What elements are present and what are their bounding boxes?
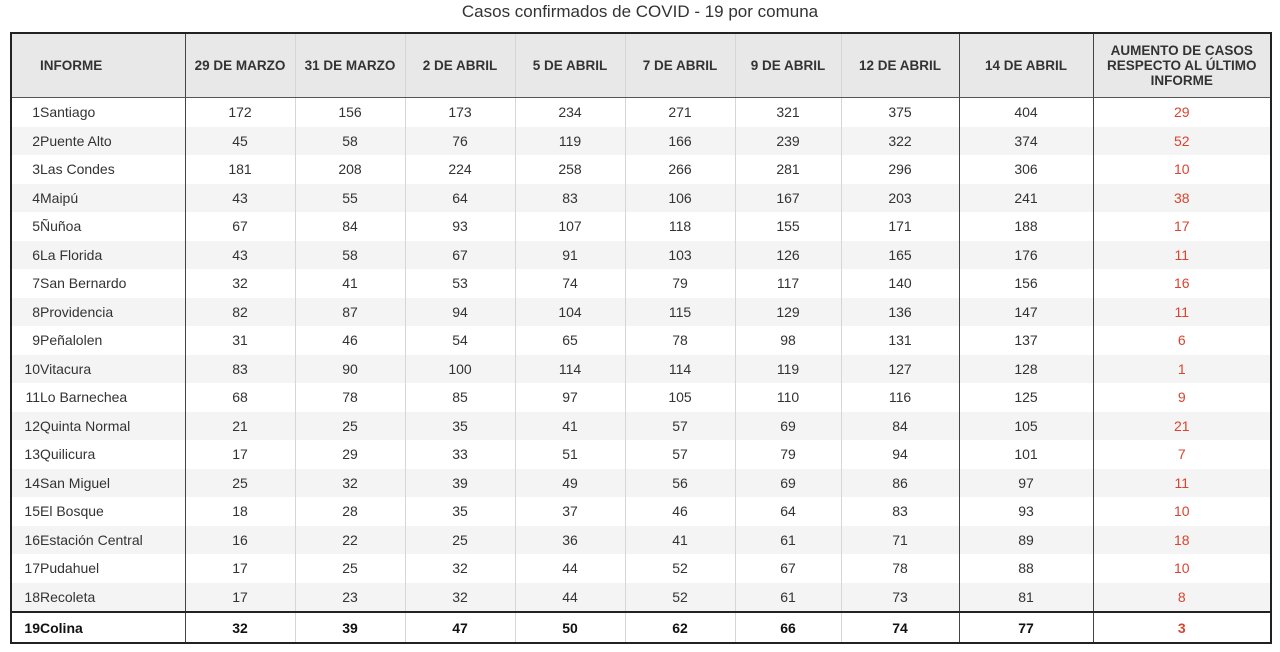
row-value: 129	[735, 298, 841, 327]
row-rank: 13	[11, 440, 40, 469]
row-value: 137	[959, 326, 1093, 355]
row-comuna: Puente Alto	[40, 127, 185, 156]
header-increase: AUMENTO DE CASOS RESPECTO AL ÚLTIMO INFORME	[1093, 33, 1271, 98]
row-value: 83	[841, 497, 959, 526]
row-value: 25	[405, 526, 515, 555]
header-date: 31 DE MARZO	[295, 33, 405, 98]
row-comuna: Santiago	[40, 104, 96, 121]
row-increase: 7	[1093, 440, 1271, 469]
row-increase: 11	[1093, 469, 1271, 498]
row-value: 17	[185, 583, 295, 613]
row-value: 83	[185, 355, 295, 384]
row-increase: 9	[1093, 383, 1271, 412]
row-rank: 19	[11, 612, 40, 643]
row-value: 25	[295, 412, 405, 441]
row-value: 156	[959, 269, 1093, 298]
row-value: 101	[959, 440, 1093, 469]
row-value: 306	[959, 155, 1093, 184]
row-value: 35	[405, 412, 515, 441]
row-comuna: Providencia	[40, 298, 185, 327]
table-row	[11, 98, 1271, 127]
row-value: 125	[959, 383, 1093, 412]
row-value: 375	[841, 98, 959, 127]
row-value: 53	[405, 269, 515, 298]
row-value: 39	[405, 469, 515, 498]
row-value: 64	[735, 497, 841, 526]
row-value: 32	[405, 583, 515, 613]
row-value: 98	[735, 326, 841, 355]
row-value: 74	[515, 269, 625, 298]
row-comuna: Quilicura	[40, 446, 96, 463]
row-rank: 7	[11, 269, 40, 298]
row-value: 46	[625, 497, 735, 526]
row-value: 97	[959, 469, 1093, 498]
row-value: 32	[405, 554, 515, 583]
row-increase: 10	[1093, 155, 1271, 184]
row-value: 155	[735, 212, 841, 241]
row-value: 57	[625, 440, 735, 469]
row-value: 136	[841, 298, 959, 327]
row-value: 110	[735, 383, 841, 412]
row-value: 103	[625, 241, 735, 270]
row-value: 58	[295, 241, 405, 270]
row-value: 65	[515, 326, 625, 355]
row-value: 81	[959, 583, 1093, 613]
row-value: 56	[625, 469, 735, 498]
row-rank: 18	[11, 583, 40, 613]
table-row	[11, 155, 1271, 184]
row-value: 52	[625, 554, 735, 583]
row-rank: 17	[11, 554, 40, 583]
row-value: 266	[625, 155, 735, 184]
table-row	[11, 583, 1271, 613]
row-value: 83	[515, 184, 625, 213]
table-row	[11, 269, 1271, 298]
row-value: 374	[959, 127, 1093, 156]
row-value: 93	[405, 212, 515, 241]
table-row	[11, 298, 1271, 327]
row-rank: 15	[11, 497, 40, 526]
row-rank: 9	[11, 326, 40, 355]
row-value: 105	[959, 412, 1093, 441]
row-value: 62	[625, 612, 735, 643]
table-row	[11, 440, 1271, 469]
row-rank: 2	[11, 127, 40, 156]
row-value: 33	[405, 440, 515, 469]
row-increase: 8	[1093, 583, 1271, 613]
row-rank: 12	[11, 412, 40, 441]
row-value: 44	[515, 583, 625, 613]
row-increase: 17	[1093, 212, 1271, 241]
row-increase: 10	[1093, 554, 1271, 583]
row-value: 77	[959, 612, 1093, 643]
row-value: 94	[841, 440, 959, 469]
row-value: 55	[295, 184, 405, 213]
row-value: 22	[295, 526, 405, 555]
row-rank: 3	[11, 155, 40, 184]
row-comuna: Vitacura	[40, 355, 185, 384]
row-value: 89	[959, 526, 1093, 555]
row-value: 114	[625, 355, 735, 384]
table-row	[11, 184, 1271, 213]
row-value: 29	[295, 440, 405, 469]
row-value: 78	[625, 326, 735, 355]
row-value: 78	[841, 554, 959, 583]
row-rank: 8	[11, 298, 40, 327]
row-value: 88	[959, 554, 1093, 583]
row-increase: 21	[1093, 412, 1271, 441]
row-rank: 4	[11, 184, 40, 213]
row-value: 17	[185, 440, 295, 469]
row-value: 69	[735, 469, 841, 498]
row-value: 41	[295, 269, 405, 298]
row-rank: 5	[11, 212, 40, 241]
row-value: 203	[841, 184, 959, 213]
row-increase: 1	[1093, 355, 1271, 384]
row-value: 67	[405, 241, 515, 270]
row-increase: 11	[1093, 298, 1271, 327]
row-comuna: Recoleta	[40, 583, 185, 613]
row-rank: 11	[11, 383, 40, 412]
row-value: 100	[405, 355, 515, 384]
row-value: 43	[185, 241, 295, 270]
row-increase: 38	[1093, 184, 1271, 213]
row-value: 271	[625, 98, 735, 127]
row-value: 296	[841, 155, 959, 184]
row-rank: 14	[11, 469, 40, 498]
row-value: 43	[185, 184, 295, 213]
row-value: 45	[185, 127, 295, 156]
row-value: 57	[625, 412, 735, 441]
row-value: 28	[295, 497, 405, 526]
header-date: 9 DE ABRIL	[735, 33, 841, 98]
row-value: 127	[841, 355, 959, 384]
row-value: 224	[405, 155, 515, 184]
row-value: 31	[185, 326, 295, 355]
row-comuna: Lo Barnechea	[40, 389, 128, 406]
row-value: 114	[515, 355, 625, 384]
row-value: 67	[735, 554, 841, 583]
row-value: 44	[515, 554, 625, 583]
row-increase: 16	[1093, 269, 1271, 298]
row-increase: 11	[1093, 241, 1271, 270]
row-value: 37	[515, 497, 625, 526]
row-increase: 10	[1093, 497, 1271, 526]
row-value: 126	[735, 241, 841, 270]
row-value: 188	[959, 212, 1093, 241]
row-value: 64	[405, 184, 515, 213]
row-value: 97	[515, 383, 625, 412]
row-value: 321	[735, 98, 841, 127]
row-comuna: Ñuñoa	[40, 218, 82, 235]
row-increase: 18	[1093, 526, 1271, 555]
row-value: 165	[841, 241, 959, 270]
header-date: 2 DE ABRIL	[405, 33, 515, 98]
row-value: 181	[185, 155, 295, 184]
row-increase: 3	[1093, 612, 1271, 643]
row-value: 131	[841, 326, 959, 355]
row-value: 119	[515, 127, 625, 156]
row-value: 156	[295, 98, 405, 127]
row-value: 176	[959, 241, 1093, 270]
row-value: 84	[841, 412, 959, 441]
row-comuna: La Florida	[40, 241, 185, 270]
row-value: 67	[185, 212, 295, 241]
table-row	[11, 612, 1271, 643]
row-value: 23	[295, 583, 405, 613]
table-body	[11, 98, 1271, 644]
row-value: 166	[625, 127, 735, 156]
row-value: 61	[735, 583, 841, 613]
row-value: 85	[405, 383, 515, 412]
row-comuna: San Miguel	[40, 469, 185, 498]
row-value: 234	[515, 98, 625, 127]
row-value: 104	[515, 298, 625, 327]
row-value: 208	[295, 155, 405, 184]
row-value: 147	[959, 298, 1093, 327]
row-value: 49	[515, 469, 625, 498]
header-date: 14 DE ABRIL	[959, 33, 1093, 98]
row-value: 115	[625, 298, 735, 327]
row-value: 32	[185, 612, 295, 643]
header-rank-cell	[11, 33, 40, 98]
row-value: 61	[735, 526, 841, 555]
row-value: 25	[295, 554, 405, 583]
row-comuna: Maipú	[40, 184, 185, 213]
row-value: 281	[735, 155, 841, 184]
header-date: 12 DE ABRIL	[841, 33, 959, 98]
row-value: 239	[735, 127, 841, 156]
row-value: 69	[735, 412, 841, 441]
row-value: 172	[185, 98, 295, 127]
row-value: 82	[185, 298, 295, 327]
row-value: 128	[959, 355, 1093, 384]
row-comuna: Peñalolen	[40, 332, 103, 349]
table-row	[11, 241, 1271, 270]
table-row	[11, 412, 1271, 441]
row-value: 58	[295, 127, 405, 156]
row-value: 322	[841, 127, 959, 156]
header-date: 5 DE ABRIL	[515, 33, 625, 98]
table-row	[11, 526, 1271, 555]
row-value: 21	[185, 412, 295, 441]
row-value: 93	[959, 497, 1093, 526]
row-value: 241	[959, 184, 1093, 213]
row-value: 71	[841, 526, 959, 555]
row-value: 105	[625, 383, 735, 412]
header-row	[11, 33, 1271, 98]
row-value: 94	[405, 298, 515, 327]
row-increase: 52	[1093, 127, 1271, 156]
row-value: 17	[185, 554, 295, 583]
row-value: 91	[515, 241, 625, 270]
row-value: 73	[841, 583, 959, 613]
header-date: 7 DE ABRIL	[625, 33, 735, 98]
row-value: 90	[295, 355, 405, 384]
row-value: 171	[841, 212, 959, 241]
row-increase: 6	[1093, 326, 1271, 355]
row-value: 258	[515, 155, 625, 184]
row-value: 167	[735, 184, 841, 213]
row-value: 39	[295, 612, 405, 643]
row-value: 16	[185, 526, 295, 555]
row-rank: 6	[11, 241, 40, 270]
row-comuna: Pudahuel	[40, 560, 100, 577]
row-value: 25	[185, 469, 295, 498]
covid-cases-table	[10, 32, 1272, 644]
row-value: 74	[841, 612, 959, 643]
row-comuna: Colina	[40, 612, 185, 643]
table-row	[11, 127, 1271, 156]
row-comuna: Las Condes	[40, 161, 115, 178]
row-comuna: El Bosque	[40, 503, 104, 520]
row-value: 79	[625, 269, 735, 298]
row-value: 78	[295, 383, 405, 412]
row-value: 84	[295, 212, 405, 241]
row-value: 32	[295, 469, 405, 498]
table-row	[11, 383, 1271, 412]
header-informe: INFORME	[40, 33, 185, 98]
row-rank: 16	[11, 526, 40, 555]
table-row	[11, 355, 1271, 384]
row-value: 116	[841, 383, 959, 412]
row-value: 46	[295, 326, 405, 355]
row-value: 140	[841, 269, 959, 298]
row-value: 79	[735, 440, 841, 469]
row-value: 47	[405, 612, 515, 643]
row-value: 52	[625, 583, 735, 613]
row-value: 173	[405, 98, 515, 127]
row-value: 106	[625, 184, 735, 213]
table-row	[11, 326, 1271, 355]
row-value: 32	[185, 269, 295, 298]
row-value: 87	[295, 298, 405, 327]
row-value: 54	[405, 326, 515, 355]
row-value: 35	[405, 497, 515, 526]
table-header	[11, 33, 1271, 98]
table-row	[11, 212, 1271, 241]
row-increase: 29	[1093, 98, 1271, 127]
row-comuna: Estación Central	[40, 526, 185, 555]
table-row	[11, 469, 1271, 498]
row-value: 68	[185, 383, 295, 412]
table-row	[11, 497, 1271, 526]
row-value: 404	[959, 98, 1093, 127]
header-date: 29 DE MARZO	[185, 33, 295, 98]
row-value: 118	[625, 212, 735, 241]
row-value: 50	[515, 612, 625, 643]
row-rank: 1	[11, 98, 40, 127]
row-value: 76	[405, 127, 515, 156]
row-comuna: Quinta Normal	[40, 412, 185, 441]
row-value: 41	[625, 526, 735, 555]
table-row	[11, 554, 1271, 583]
row-value: 41	[515, 412, 625, 441]
row-value: 86	[841, 469, 959, 498]
row-rank: 10	[11, 355, 40, 384]
row-comuna: San Bernardo	[40, 275, 127, 292]
row-value: 36	[515, 526, 625, 555]
row-value: 117	[735, 269, 841, 298]
row-value: 51	[515, 440, 625, 469]
row-value: 107	[515, 212, 625, 241]
row-value: 18	[185, 497, 295, 526]
row-value: 119	[735, 355, 841, 384]
row-value: 66	[735, 612, 841, 643]
table-title: Casos confirmados de COVID - 19 por comuna	[461, 2, 819, 21]
